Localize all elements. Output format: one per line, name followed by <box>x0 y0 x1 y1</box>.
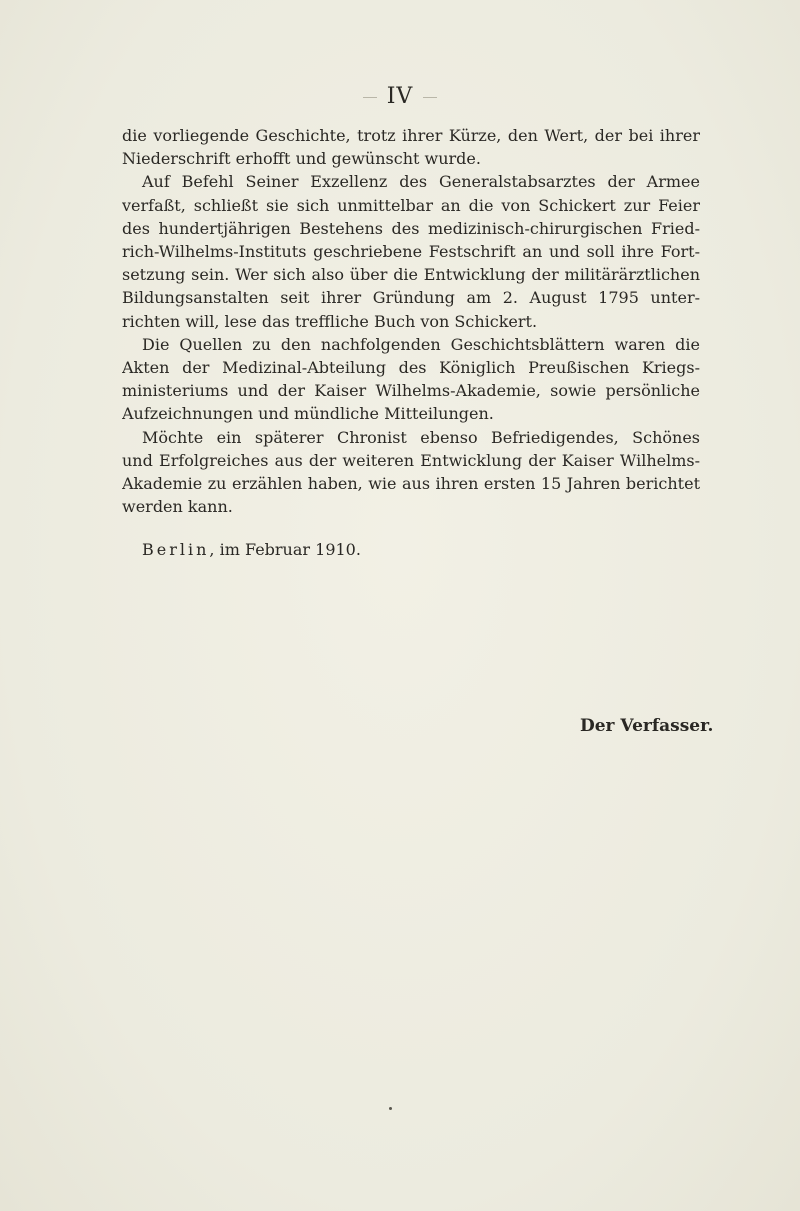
paper-speck <box>389 1107 392 1110</box>
signature: Der Verfasser. <box>580 716 714 736</box>
date-text: , im Februar 1910. <box>209 540 361 560</box>
text-line: und Erfolgreiches aus der weiteren Entwicklung der Kaiser Wilhelms- <box>122 450 700 470</box>
preface-text <box>122 124 700 562</box>
text-line: Akademie zu erzählen haben, wie aus ihren ersten 15 Jahren berichtet <box>122 474 700 494</box>
date-place: Berlin <box>142 540 210 560</box>
text-line: Auf Befehl Seiner Exzellenz des Generalstabsarztes der Armee <box>142 172 700 192</box>
text-line: verfaßt, schließt sie sich unmittelbar an die von Schickert zur Feier <box>122 195 700 215</box>
text-line: des hundertjährigen Bestehens des medizinisch-chirurgischen Fried- <box>122 218 700 238</box>
text-line: setzung sein. Wer sich also über die Entwicklung der militärärztlichen <box>122 265 700 285</box>
text-line: richten will, lese das treffliche Buch von Schickert. <box>122 311 538 331</box>
text-line: Aufzeichnungen und mündliche Mitteilungen. <box>122 404 494 424</box>
text-line: rich-Wilhelms-Instituts geschriebene Festschrift an und soll ihre Fort- <box>122 242 700 262</box>
text-line: Niederschrift erhofft und gewünscht wurde. <box>122 149 481 169</box>
text-line: ministeriums und der Kaiser Wilhelms-Akademie, sowie persönliche <box>122 381 700 401</box>
text-line: Akten der Medizinal-Abteilung des Königlich Preußischen Kriegs- <box>122 358 700 378</box>
page-number: IV <box>0 84 800 109</box>
text-line: Die Quellen zu den nachfolgenden Geschichtsblättern waren die <box>142 334 700 354</box>
text-line: Bildungsanstalten seit ihrer Gründung am 2. August 1795 unter- <box>122 288 700 308</box>
date-line <box>122 538 700 561</box>
text-line: werden kann. <box>122 497 233 517</box>
text-line: Möchte ein späterer Chronist ebenso Befriedigendes, Schönes <box>142 427 700 447</box>
text-line: die vorliegende Geschichte, trotz ihrer Kürze, den Wert, der bei ihrer <box>122 126 700 145</box>
